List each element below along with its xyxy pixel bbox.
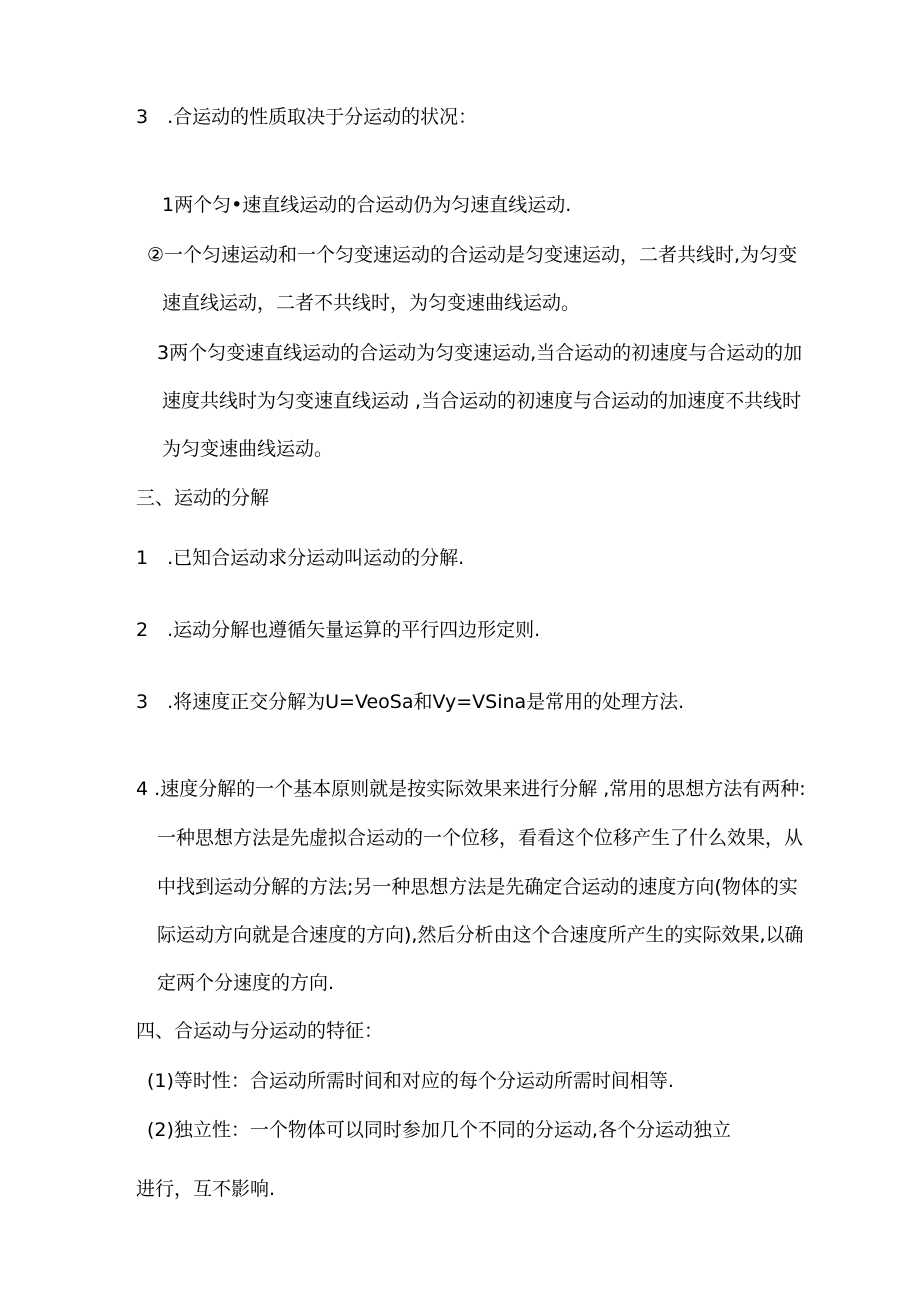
item3-point1: 1两个匀•速直线运动的合运动仍为匀速直线运动. — [162, 194, 572, 216]
section3-item4-line4: 际运动方向就是合速度的方向),然后分析由这个合速度所产生的实际效果,以确 — [157, 924, 804, 946]
section4-item2-line2: 进行，互不影响. — [136, 1178, 276, 1200]
section3-item4-line5: 定两个分速度的方向. — [157, 972, 335, 994]
section3-item4-line1: 4 .速度分解的一个基本原则就是按实际效果来进行分解 ,常用的思想方法有两种: — [136, 778, 806, 800]
section3-heading: 三、运动的分解 — [136, 487, 270, 509]
section4-item1: (1)等时性：合运动所需时间和对应的每个分运动所需时间相等. — [147, 1070, 674, 1092]
item3-point3-line3: 为匀变速曲线运动。 — [162, 438, 334, 460]
section3-item3: 3 .将速度正交分解为U=VeoSa和Vy=VSina是常用的处理方法. — [136, 691, 685, 713]
item3-heading: 3 .合运动的性质取决于分运动的状况： — [136, 106, 478, 128]
section3-item2: 2 .运动分解也遵循矢量运算的平行四边形定则. — [136, 619, 541, 641]
item3-point3-line2: 速度共线时为匀变速直线运动 ,当合运动的初速度与合运动的加速度不共线时 — [162, 390, 802, 412]
section3-item1: 1 .已知合运动求分运动叫运动的分解. — [136, 547, 465, 569]
item3-point3-line1: 3两个匀变速直线运动的合运动为匀变速运动,当合运动的初速度与合运动的加 — [157, 342, 803, 364]
section4-item2-line1: (2)独立性：一个物体可以同时参加几个不同的分运动,各个分运动独立 — [147, 1119, 731, 1141]
section3-item4-line3: 中找到运动分解的方法;另一种思想方法是先确定合运动的速度方向(物体的实 — [157, 876, 798, 898]
item3-point2-line1: ②一个匀速运动和一个匀变速运动的合运动是匀变速运动，二者共线时,为匀变 — [147, 244, 798, 266]
section4-heading: 四、合运动与分运动的特征： — [136, 1020, 384, 1042]
section3-item4-line2: 一种思想方法是先虚拟合运动的一个位移，看看这个位移产生了什么效果，从 — [157, 827, 804, 849]
item3-point2-line2: 速直线运动，二者不共线时，为匀变速曲线运动。 — [162, 292, 581, 314]
